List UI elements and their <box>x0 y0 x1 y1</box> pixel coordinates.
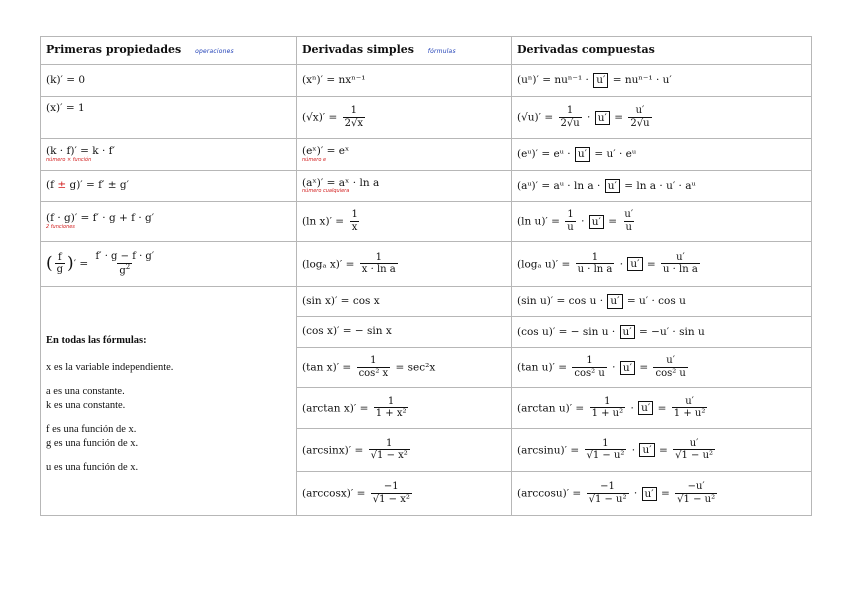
equals-sign: = <box>661 487 670 500</box>
formula-text: (f · g)′ = f′ · g + f · g′ <box>46 212 155 225</box>
composite-sqrt: (√u)′ = $\frac{1}{2√u}$ · u′ = $\frac{u'}{2√u}$ <box>512 97 812 139</box>
numerator: f′ · g − f · g′ <box>95 251 155 263</box>
numerator: 1 <box>375 251 382 263</box>
paren-close: ) <box>67 253 74 274</box>
table-row <box>41 242 812 287</box>
numerator: 1 <box>370 355 377 367</box>
formula-text: (k · f)′ = k · f′ <box>46 145 115 158</box>
fraction <box>360 253 398 276</box>
numerator: u′ <box>676 251 685 263</box>
formula-text: (tan u)′ = <box>517 361 568 374</box>
denominator: √1 − x² <box>372 493 410 505</box>
denominator: 2√x <box>344 117 364 129</box>
fraction <box>371 482 412 505</box>
table-row <box>41 202 812 242</box>
fraction <box>343 106 365 129</box>
numerator: 1 <box>567 209 574 221</box>
header-simple <box>297 37 512 65</box>
numerator: 1 <box>386 437 393 449</box>
boxed-u-prime: u′ <box>605 179 620 193</box>
denominator: x <box>351 221 358 233</box>
composite-ln: (ln u)′ = $\frac{1}{u}$ · u′ = $\frac{u'}{u}$ <box>512 202 812 242</box>
simple-arccos <box>297 472 512 516</box>
formula-text: = u′ · eᵘ <box>594 148 637 161</box>
prop-quotient: ( $\frac{f}{g}$ )′ = $\frac{f' \cdot g - f \cdot g'}{g^2}$ <box>41 242 297 287</box>
handwritten-note-red: número cualquiera <box>302 188 350 195</box>
numerator: 1 <box>604 395 611 407</box>
denominator: u · ln a <box>577 264 613 276</box>
formula-text: (x)′ = 1 <box>46 102 85 114</box>
formula-text: (arcsinx)′ = <box>302 444 364 456</box>
composite-cos <box>512 317 812 348</box>
formula-text: (cos x)′ = − sin x <box>302 325 392 338</box>
prop-sum <box>41 171 297 202</box>
formula-text: = ln a · u′ · aᵘ <box>624 179 696 192</box>
simple-aexp <box>297 171 512 202</box>
formula-text: (√u)′ = <box>517 111 554 124</box>
boxed-u-prime: u′ <box>627 257 642 271</box>
formula-text: (arccosu)′ = <box>517 487 582 500</box>
formula-text: (eˣ)′ = eˣ <box>302 145 350 158</box>
composite-exp <box>512 139 812 171</box>
numerator: −1 <box>383 481 399 493</box>
header-composite-label: Derivadas compuestas <box>517 43 655 57</box>
boxed-u-prime: u′ <box>620 325 635 339</box>
formula-text: (k)′ = 0 <box>46 73 86 86</box>
formula-text: = nuⁿ⁻¹ · u′ <box>612 74 672 87</box>
denominator: 2√u <box>630 117 650 129</box>
fraction <box>661 253 700 276</box>
prop-scalar <box>41 139 297 171</box>
notes-cell <box>41 287 297 516</box>
denominator: u <box>567 221 574 233</box>
numerator: −1 <box>600 481 615 493</box>
denominator: √1 − u² <box>675 450 714 462</box>
boxed-u-prime: u′ <box>639 443 654 457</box>
fraction <box>587 482 629 505</box>
header-simple-label: Derivadas simples <box>302 43 414 57</box>
formula-text: (cos u)′ = − sin u · <box>517 325 616 338</box>
fraction <box>576 253 615 276</box>
boxed-u-prime: u′ <box>595 111 610 125</box>
equals-sign: = <box>657 402 667 414</box>
denominator: x · ln a <box>361 264 396 276</box>
note-u: u es una función de x. <box>46 462 139 474</box>
header-composite <box>512 37 812 65</box>
header-properties <box>41 37 297 65</box>
simple-ln <box>297 202 512 242</box>
formula-text: (aˣ)′ = aˣ · ln a <box>302 176 380 189</box>
composite-arccos: (arccosu)′ = $\frac{-1}{\text{√1 − u²}}$ · u′ = $\frac{-u'}{\text{√1 − u²}}$ <box>512 472 812 516</box>
fraction <box>357 356 391 379</box>
equals-sign: = <box>646 258 656 270</box>
simple-exp <box>297 139 512 171</box>
numerator: u′ <box>685 395 694 407</box>
denominator: cos² u <box>574 367 605 379</box>
denominator: u · ln a <box>663 264 698 276</box>
formula-text: (aᵘ)′ = aᵘ · ln a · <box>517 179 601 192</box>
numerator: 1 <box>350 105 358 117</box>
numerator: 1 <box>586 355 593 367</box>
prop-product <box>41 202 297 242</box>
derivatives-table-sheet <box>40 36 812 516</box>
denominator: g <box>56 264 64 276</box>
simple-power <box>297 65 512 97</box>
fraction <box>585 439 627 462</box>
formula-text: = u′ · cos u <box>626 295 686 308</box>
fraction <box>369 439 410 462</box>
table-row <box>41 65 812 97</box>
formula-text: (√x)′ = <box>302 111 338 124</box>
numerator: 1 <box>566 105 574 117</box>
denominator: √1 − u² <box>586 450 625 462</box>
paren-open: ( <box>46 253 53 274</box>
formula-text: (logₐ u)′ = <box>517 258 571 270</box>
fraction <box>374 397 409 420</box>
simple-sqrt <box>297 97 512 139</box>
fraction <box>672 397 708 420</box>
denominator: √1 − u² <box>677 493 716 505</box>
boxed-u-prime: u′ <box>620 361 635 375</box>
fraction <box>590 397 626 420</box>
simple-cos <box>297 317 512 348</box>
denominator: cos² x <box>358 367 389 379</box>
handwritten-note-operations: operaciones <box>195 48 234 56</box>
note-f: f es una función de x. <box>46 424 137 436</box>
numerator: 1 <box>602 437 609 449</box>
formula-text: = sec²x <box>395 361 436 374</box>
boxed-u-prime: u′ <box>642 487 657 501</box>
simple-arcsin <box>297 429 512 472</box>
table-row <box>41 97 812 139</box>
numerator: −u′ <box>687 481 705 493</box>
equals-sign: = <box>608 215 618 228</box>
composite-sin <box>512 287 812 317</box>
fraction <box>622 210 635 233</box>
formula-text: (sin u)′ = cos u · <box>517 295 604 308</box>
handwritten-note-red: número × función <box>46 156 92 163</box>
fraction <box>55 253 65 276</box>
boxed-u-prime: u′ <box>638 401 653 415</box>
simple-log <box>297 242 512 287</box>
fraction <box>572 356 606 379</box>
formula-text: = −u′ · sin u <box>639 325 705 338</box>
formula-text: (arcsinu)′ = <box>517 444 580 456</box>
formula-text: (arctan u)′ = <box>517 402 585 414</box>
formula-text: (xⁿ)′ = nxⁿ⁻¹ <box>302 73 366 86</box>
numerator: 1 <box>591 251 599 263</box>
denominator: 2√u <box>560 117 580 129</box>
composite-log: (logₐ u)′ = $\frac{1}{\text{u · ln a}}$ · u′ = $\frac{u'}{\text{u · ln a}}$ <box>512 242 812 287</box>
composite-tan: (tan u)′ = $\frac{1}{\text{cos² u}}$ · u′ = $\frac{u'}{\text{cos² u}}$ <box>512 348 812 388</box>
fraction <box>349 210 359 233</box>
numerator: u′ <box>666 355 676 367</box>
notes-title: En todas las fórmulas: <box>46 335 147 347</box>
handwritten-note-red: 2 funciones <box>46 223 75 230</box>
fraction <box>675 482 717 505</box>
numerator: 1 <box>351 209 358 221</box>
numerator: f <box>57 251 62 263</box>
simple-tan <box>297 348 512 388</box>
denominator: 1 + x² <box>375 408 407 420</box>
fraction <box>673 439 715 462</box>
numerator: 1 <box>387 395 395 407</box>
denominator: √1 − u² <box>588 493 627 505</box>
formula-text: (tan x)′ = <box>302 361 352 374</box>
fraction <box>628 106 651 129</box>
denominator: u <box>625 221 632 233</box>
fraction <box>94 252 157 276</box>
formula-text: (arctan x)′ = <box>302 402 369 414</box>
note-a: a es una constante. <box>46 385 125 397</box>
composite-arctan: (arctan u)′ = $\frac{1}{\text{1 + u²}}$ · u′ = $\frac{u'}{\text{1 + u²}}$ <box>512 388 812 429</box>
table-row <box>41 139 812 171</box>
composite-aexp <box>512 171 812 202</box>
header-properties-label: Primeras propiedades <box>46 43 182 57</box>
handwritten-note-red: número e <box>302 156 327 163</box>
denominator: 1 + u² <box>673 408 706 420</box>
formula-text: (ln x)′ = <box>302 215 345 228</box>
denominator: $g^2$ <box>119 262 131 276</box>
table-row <box>41 287 812 317</box>
header-row <box>41 37 812 65</box>
denominator-text: g <box>119 264 126 276</box>
equals-sign: = <box>658 444 668 456</box>
numerator: u′ <box>635 105 645 117</box>
fraction <box>653 356 687 379</box>
equals-sign: = <box>639 361 649 374</box>
denominator: cos² u <box>655 367 686 379</box>
formula-text: (ln u)′ = <box>517 215 560 228</box>
note-g: g es una función de x. <box>46 438 139 450</box>
fraction <box>559 106 582 129</box>
simple-arctan <box>297 388 512 429</box>
composite-arcsin: (arcsinu)′ = $\frac{1}{\text{√1 − u²}}$ · u′ = $\frac{u'}{\text{√1 − u²}}$ <box>512 429 812 472</box>
formula-text: g)′ = f′ ± g′ <box>66 179 130 192</box>
formula-text: (eᵘ)′ = eᵘ · <box>517 148 571 161</box>
prop-identity <box>41 97 297 139</box>
boxed-u-prime: u′ <box>607 294 622 308</box>
denominator: 1 + u² <box>591 408 624 420</box>
table-row <box>41 171 812 202</box>
formula-text: (logₐ x)′ = <box>302 258 355 270</box>
derivatives-table <box>40 36 812 516</box>
note-k: k es una constante. <box>46 399 126 411</box>
equals-sign: = <box>614 111 624 124</box>
boxed-u-prime: u′ <box>575 147 590 161</box>
prop-constant <box>41 65 297 97</box>
note-x: x es la variable independiente. <box>46 361 174 373</box>
formula-text: (arccosx)′ = <box>302 487 366 500</box>
composite-power <box>512 65 812 97</box>
formula-text: (uⁿ)′ = nuⁿ⁻¹ · <box>517 74 589 87</box>
boxed-u-prime: u′ <box>589 215 604 229</box>
formula-text: (sin x)′ = cos x <box>302 294 380 307</box>
boxed-u-prime: u′ <box>593 73 608 87</box>
fraction <box>565 210 575 233</box>
handwritten-note-formulas: fórmulas <box>427 48 456 56</box>
formula-text: (f <box>46 179 58 192</box>
numerator: u′ <box>624 209 634 221</box>
numerator: u′ <box>689 437 699 449</box>
simple-sin <box>297 287 512 317</box>
plus-minus-red: ± <box>57 179 67 192</box>
denominator: √1 − x² <box>370 450 408 462</box>
